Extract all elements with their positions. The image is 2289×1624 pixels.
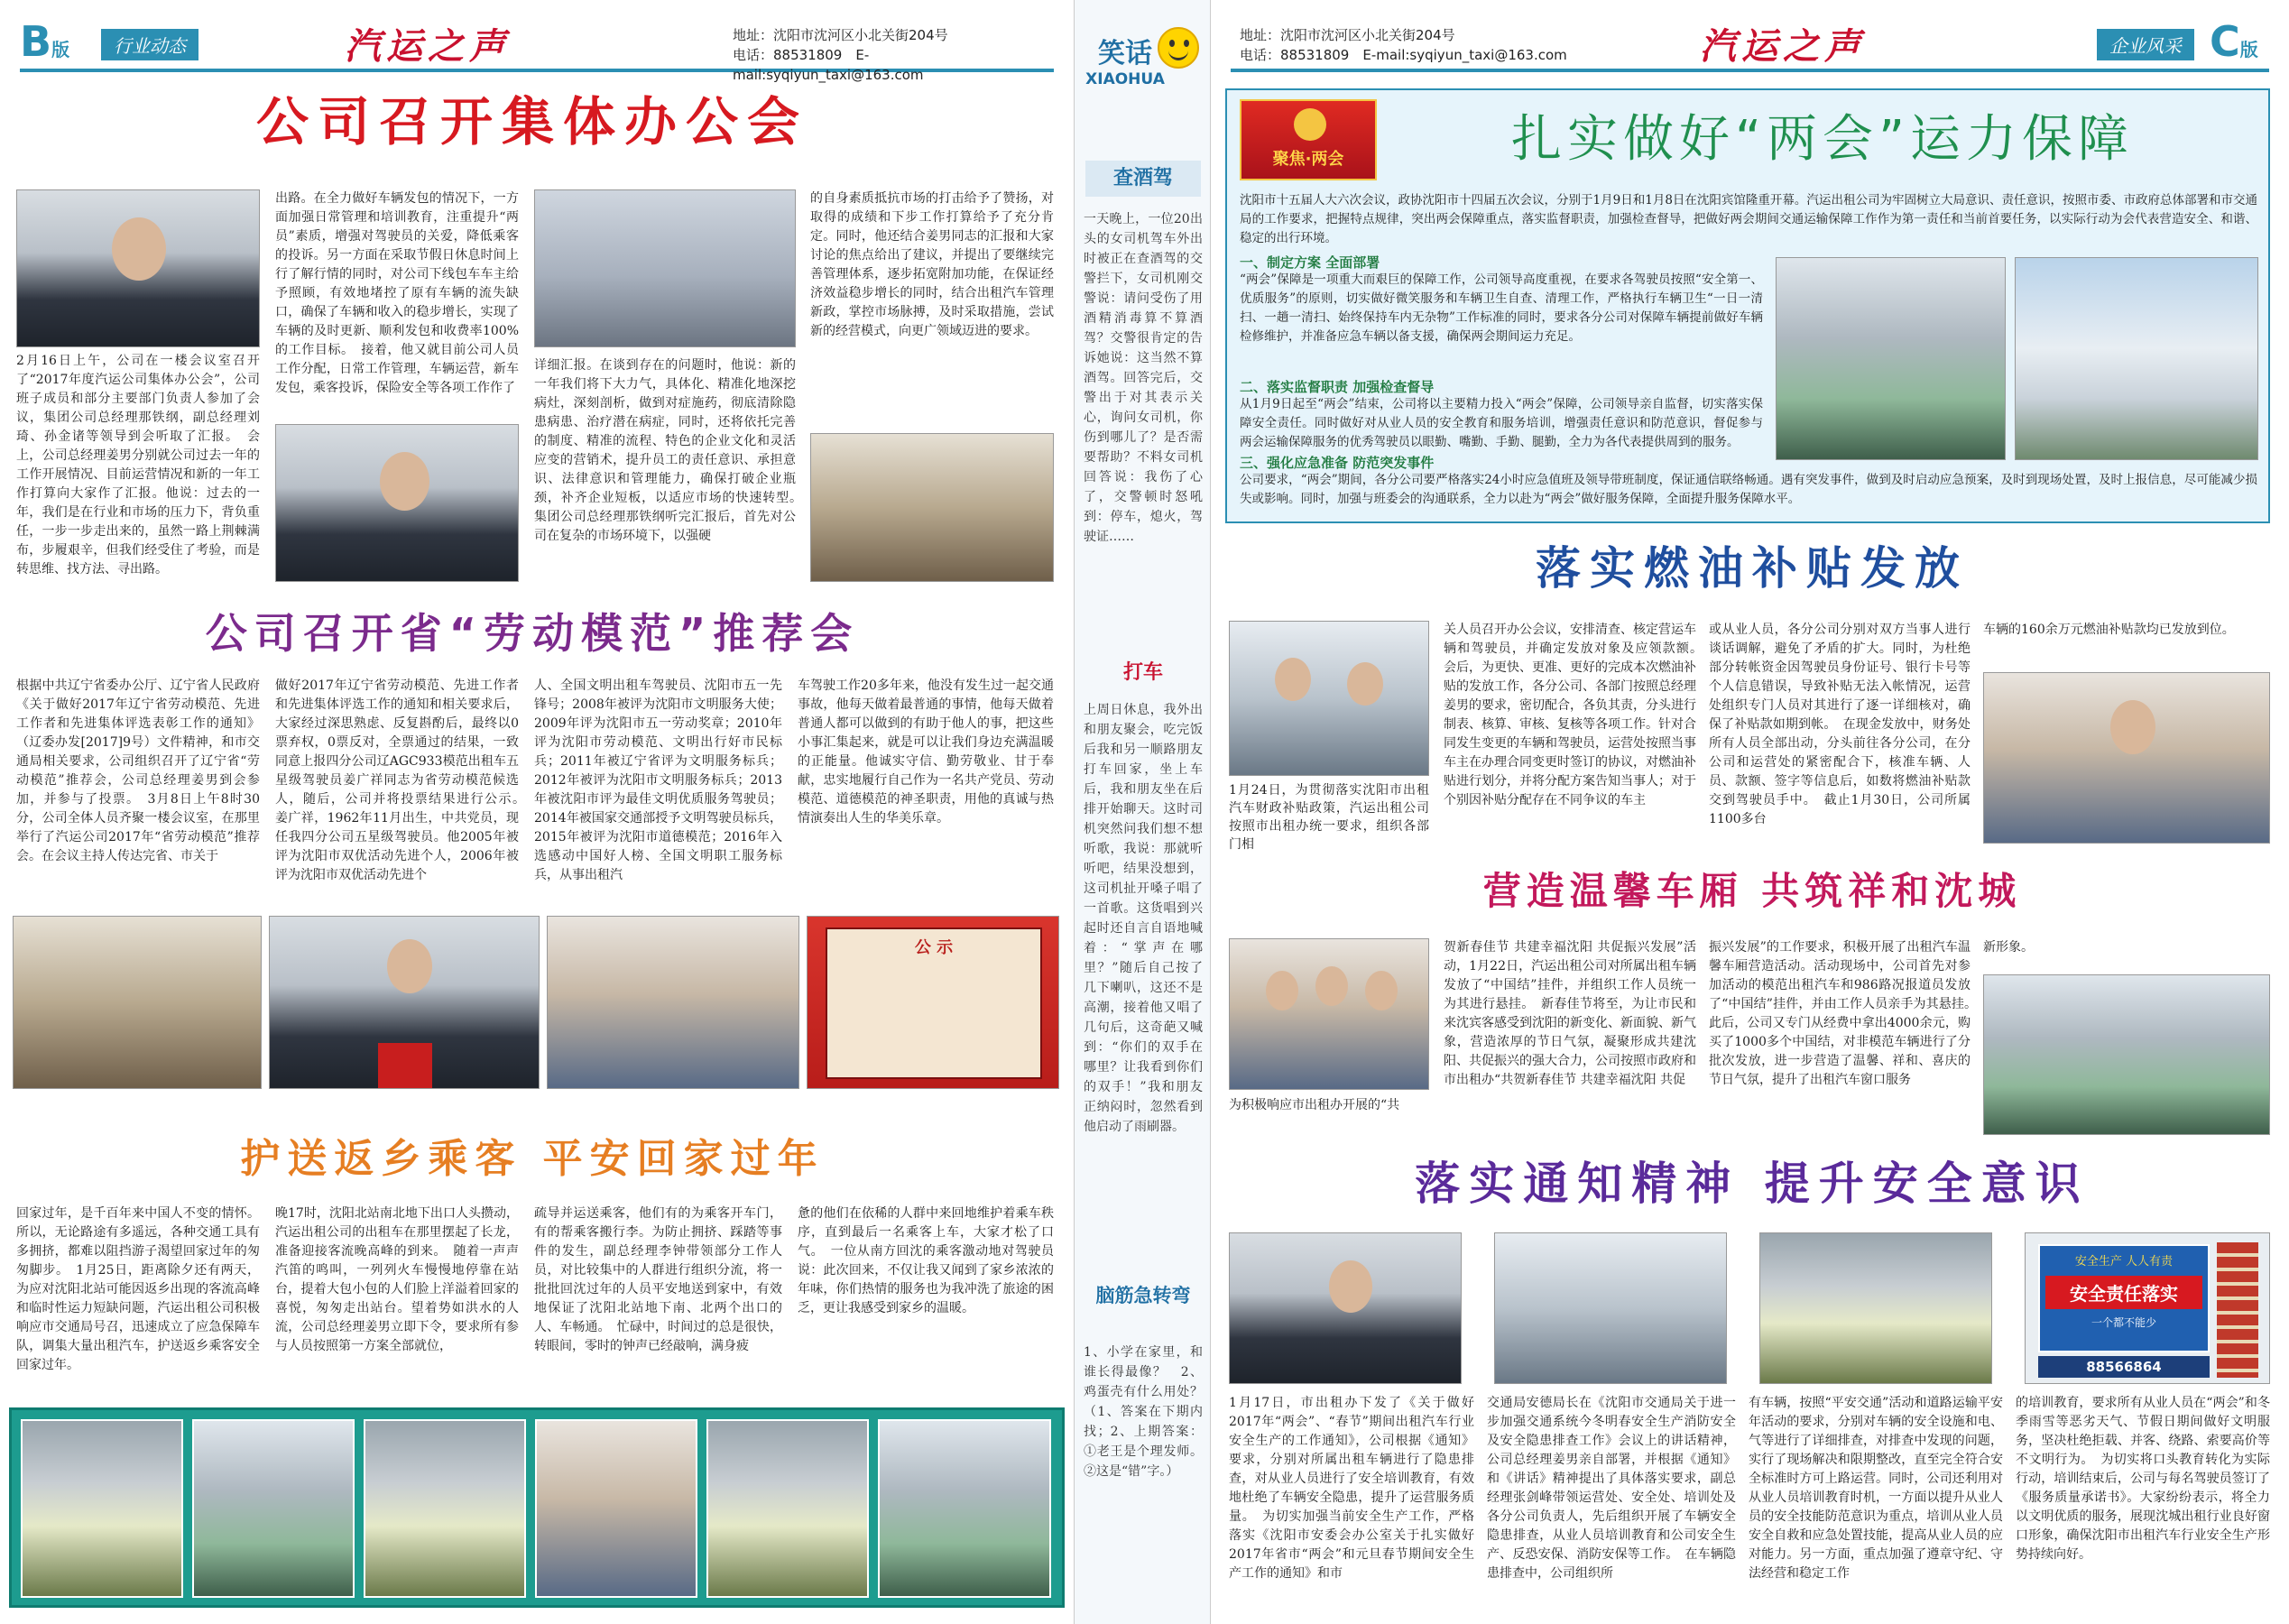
article1-photo-speaker — [275, 424, 519, 582]
section-tag-c: 企业风采 — [2097, 29, 2194, 60]
lianghui-photo-taxis — [1776, 257, 2006, 460]
strip-photo-5 — [706, 1419, 869, 1598]
warm-title: 营造温馨车厢 共筑祥和沈城 — [1482, 869, 2022, 913]
article1-col4: 的自身素质抵抗市场的打击给予了赞扬，对取得的成绩和下步工作打算给予了充分肯定。同时，他还结合姜男同志的汇报和大家讨论的焦点给出了建议，并提出了要继续完善管理体系，逐步拓宽附加功能，在保证经济效益稳步增长的同时，结合出租汽车管理新政，掌控市场脉搏，及时采取措施，尝试新的经营模式，向更广领域迈进的要求。 — [810, 191, 1054, 338]
fuel-title: 落实燃油补贴发放 — [1536, 542, 1969, 595]
lianghui-text2: 从1月9日起至“两会”结束，公司将以主要精力投入“两会”保障，公司领导亲自监督，切实落实保障安全责任。同时做好对从业人员的安全教育和服务培训，增强责任意识和防范意识，督促参与两会运输保障服务的优秀驾驶员以眼勤、嘴勤、手勤、腿勤，全力为各代表提供周到的服务。 — [1240, 397, 1763, 449]
page-c — [1211, 0, 2289, 1624]
address-line: 地址：沈阳市沈河区小北关街204号 — [1240, 27, 1455, 43]
lianghui-text3: 公司要求，“两会”期间，各分公司要严格落实24小时应急值班及领导带班制度，保证通信联络畅通。遇有突发事件，做到及时启动应急预案，及时到现场处置，及时上报信息，尽可能减少损失或影响。同时，加强与班委会的沟通联系，全力以赴为“两会”做好服务保障，全面提升服务保障水平。 — [1240, 473, 2257, 506]
article3-col1: 回家过年，是千百年来中国人不变的情怀。所以，无论路途有多遥远，各种交通工具有多拥挤，都难以阻挡游子渴望回家过年的匆匆脚步。 1月25日，距离除夕还有两天，为应对沈阳北站可能因返乡出现的客流高峰和临时性运力短缺问题，汽运出租公司积极响应市交通局号召，迅速成立了应急保障车队，调集大量出租汽车，护送返乡乘客安全回家过年。 — [16, 1206, 260, 1372]
safety-photo-training — [1494, 1232, 1727, 1384]
page-letter-b: B版 — [20, 17, 70, 66]
article2-col3: 人、全国文明出租车驾驶员、沈阳市五一先锋号；2008年被评为沈阳市文明服务大使；2009年评为沈阳市五一劳动奖章；2010年评为沈阳市劳动模范、文明出行好市民标兵；2011年被辽宁省评为文明服务标兵；2012年被评为沈阳市文明服务标兵；2013年被沈阳市评为最佳文明优质服务驾驶员；2014年被国家交通部授予文明驾驶员标兵，2015年被评为沈阳市道德模范；2016年入选感动中国好人榜、全国文明职工服务标兵，从事出租汽 — [534, 678, 782, 882]
person-head-icon — [380, 452, 429, 511]
poster-line2: 安全责任落实 — [2045, 1276, 2202, 1309]
joke2-text: 上周日休息，我外出和朋友聚会，吃完饭后我和另一顺路朋友打车回家，坐上车后，我和朋友坐在后排开始聊天。这时司机突然问我们想不想听歌，我说：那就听听吧，结果没想到，这司机扯开嗓子唱了一首歌。这货唱到兴起时还自言自语地喊着：“掌声在哪里？”随后自己按了几下喇叭，这还不是高潮，接着他又唱了几句后，这奇葩又喊到：“你们的双手在哪里？让我看到你们的双手！”我和朋友正纳闷时，忽然看到他启动了雨刷器。 — [1084, 703, 1203, 1134]
article2-col1: 根据中共辽宁省委办公厅、辽宁省人民政府《关于做好2017年辽宁省劳动模范、先进工作者和先进集体评选表彰工作的通知》（辽委办发[2017]9号）文件精神，和市交通局相关要求，公司组织召开了辽宁省“劳动模范”推荐会，公司总经理姜男到会参加，并参与了投票。 3月8日上午8时30分，公司全体人员齐聚一楼会议室，在那里举行了汽运公司2017年“省劳动模范”推荐会。在会议主持人传达完省、市关于 — [16, 678, 260, 863]
ballot-box-icon — [378, 1043, 432, 1088]
warm-col2: 振兴发展”的工作要求，积极开展了出租汽车温馨车厢营造活动。活动现场中，公司首先对参加活动的模范出租汽车和986路况报道员发放了“中国结”挂件，并由工作人员亲手为其悬挂。 此后，公司又专门从经费中拿出4000余元，购买了1000多个中国结，对非模范车辆进行了分批次发放，进一步营造了温馨、祥和、喜庆的节日气氛，提升了出租汽车窗口服务 — [1709, 940, 1983, 1087]
fuel-col1: 关人员召开办公会议，安排清查、核定营运车辆和驾驶员，并确定发放对象及应领款额。 会后，为更快、更准、更好的完成本次燃油补贴的发放工作，各分公司、各部门按照总经理姜男的要求，密切配合，各负其责，分头进行制表、核算、审核、复核等各项工作。针对合同发生变更的车辆和驾驶员，运营处按照当事车主在办理合同变更时签订的协议，对燃油补贴进行划分，并将分配方案告知当事人；对于个别因补贴分配存在不同争议的车主 — [1444, 623, 1709, 807]
brick-stack-icon — [2217, 1242, 2258, 1378]
poster-line1: 安全生产 人人有责 — [2074, 1255, 2174, 1269]
article1-photo-discussion — [810, 433, 1054, 582]
joke1-text: 一天晚上，一位20出头的女司机驾车外出时被正在查酒驾的交警拦下，女司机刚交警说：请问受伤了用酒精消毒算不算酒驾？交警很肯定的告诉她说：这当然不算酒驾。回答完后，交警出于对其表示关心，询问女司机，你伤到哪儿了？是否需要帮助？不料女司机回答说：我伤了心了，交警顿时怒吼到：停车，熄火，驾驶证…… — [1084, 212, 1203, 544]
lianghui-box — [1225, 88, 2270, 523]
lianghui-sub3: 三、强化应急准备 防范突发事件 — [1240, 455, 1435, 471]
lianghui-sub2: 二、落实监督职责 加强检查督导 — [1240, 379, 1435, 395]
safety-col4: 的培训教育，要求所有从业人员在“两会”和冬季雨雪等恶劣天气、节假日期间做好文明服务，坚决杜绝拒载、并客、绕路、索要高价等不文明行为。 为切实将口头教育转化为实际行动，培训结束后，公司与每名驾驶员签订了《服务质量承诺书》。大家纷纷表示，将全力以文明优质的服务，展现沈城出租行业良好窗口形象，确保沈阳市出租汽车行业安全生产形势持续向好。 — [2016, 1396, 2270, 1562]
article1-col2: 出路。在全力做好车辆发包的情况下，一方面加强日常管理和培训教育，注重提升“两员”素质，增强对驾驶员的关爱，降低乘客的投诉。另一方面在采取节假日休息时间上行了解行情的同时，对公司下线包车车主给予照顾，有效地堵控了原有车辆的流失缺口，确保了车辆和收入的稳步增长，实现了车辆的及时更新、顺利发包和收费率100%的工作目标。 接着，他又就目前公司人员工作分配，日常工作管理，车辆运营，新车发包，乘客投诉，保险安全等各项工作作了 — [275, 191, 519, 395]
notice-board — [826, 927, 1042, 1079]
safety-photo-speaker — [1229, 1232, 1462, 1384]
fuel-caption: 1月24日，为贯彻落实沈阳市出租汽车财政补贴政策，汽运出租公司按照市出租办统一要求，组织各部门相 — [1229, 783, 1429, 852]
person-head-icon — [2110, 700, 2155, 754]
warm-photo-car — [1983, 974, 2270, 1135]
warm-col1: 贺新春佳节 共建幸福沈阳 共促振兴发展”活动，1月22日，汽运出租公司对所属出租车辆发放了“中国结”挂件，并组织工作人员统一为其进行悬挂。 新春佳节将至，为让市民和来沈宾客感受到沈阳的新变化、新面貌、新气象，营造浓厚的节日气氛，凝聚形成共建沈阳、共促振兴的强大合力，公司按照市政府和市出租办“共贺新春佳节 共建幸福沈阳 共促 — [1444, 940, 1696, 1087]
article1-col1: 2月16日上午，公司在一楼会议室召开了“2017年度汽运公司集体办公会”，公司班子成员和部分主要部门负责人参加了会议，集团公司总经理那铁纲，副总经理刘琦、孙金诸等领导到会听取了汇报。 会上，公司总经理姜男分别就公司过去一年的工作开展情况、目前运营情况和新的一年工作打算向大家作了汇报。他说：过去的一年，我们是在行业和市场的压力下，背负重任，一步一步走出来的，虽然一路上荆棘满布，步履艰辛，但我们经受住了考验，而是转思维、找方法、寻出路。 — [16, 354, 260, 577]
lianghui-badge-label: 聚焦·两会 — [1272, 150, 1344, 169]
person-head-icon — [112, 217, 166, 281]
lianghui-text1: “两会”保障是一项重大而艰巨的保障工作，公司领导高度重视，在要求各驾驶员按照“安全第一、优质服务”的原则，切实做好微笑服务和车辆卫生自查、清理工作，严格执行车辆卫生“一日一清扫、一趟一清扫、始终保持车内无杂物”工作标准的同时，要求各分公司对保障车辆提前做好车辆检修维护，并准备应急车辆以备支援，确保两会期间运力充足。 — [1240, 272, 1763, 344]
address-line: 地址：沈阳市沈河区小北关街204号 — [733, 27, 948, 43]
article1-photo-meeting-room — [534, 189, 796, 347]
strip-photo-2 — [192, 1419, 355, 1598]
lianghui-photo-building — [2015, 257, 2258, 460]
paper-name-c: 汽运之声 — [1700, 25, 1866, 68]
emblem-icon — [1294, 108, 1326, 141]
safety-photo-poster — [2025, 1232, 2270, 1384]
warm-photo-group — [1229, 938, 1429, 1090]
article2-photo-voting — [547, 916, 799, 1089]
poster-phone: 88566864 — [2038, 1356, 2210, 1378]
riddle-title: 脑筋急转弯 — [1095, 1285, 1191, 1306]
safety-photo-inspection — [1759, 1232, 1992, 1384]
lianghui-intro: 沈阳市十五届人大六次会议，政协沈阳市十四届五次会议，分别于1月9日和1月8日在沈阳宾馆隆重开幕。汽运出租公司为牢固树立大局意识、责任意识，按照市委、市政府总体部署和市交通局的工作要求，把握特点规律，突出两会保障重点，落实监督职责，加强检查督导，把做好两会期间交通运输保障工作作为第一责任和当前首要任务，以实际行动为会代表营造安全、和谐、稳定的出行环境。 — [1240, 193, 2257, 245]
fuel-photo-driver — [1983, 672, 2270, 844]
article3-col3: 疏导并运送乘客，他们有的为乘客开车门，有的帮乘客搬行李。为防止拥挤、踩踏等事件的发生，副总经理李钟带领部分工作人员，对比较集中的人群进行组织分流，将一批批回沈过年的人员平安地送到家中，有效地保证了沈阳北站地下南、北两个出口的人、车畅通。 忙碌中，时间过的总是很快，转眼间，零时的钟声已经敲响，满身疲 — [534, 1206, 782, 1353]
lianghui-title: 扎实做好“两会”运力保障 — [1510, 110, 2135, 169]
article3-col2: 晚17时，沈阳北站南北地下出口人头攒动，汽运出租公司的出租车在那里摆起了长龙，准备迎接客流晚高峰的到来。 随着一声声汽笛的鸣叫，一列列火车慢慢地停靠在站台，提着大包小包的人们脸上洋溢着回家的喜悦，匆匆走出站台。望着势如洪水的人流，公司总经理姜男立即下令，要求所有参与人员按照第一方案全部就位， — [275, 1206, 519, 1353]
joke-column — [1074, 0, 1211, 1624]
fuel-photo — [1229, 621, 1429, 776]
strip-photo-3 — [364, 1419, 526, 1598]
article1-col3: 详细汇报。在谈到存在的问题时，他说：新的一年我们将下大力气，具体化、精准化地深挖病灶，深刻剖析，做到对症施药，彻底清除隐患病患、治疗潜在病症，同时，还将依托完善的制度、精准的流程、特色的企业文化和灵活应变的营销术，提升员工的责任意识、承担意识、法律意识和管理能力，确保打破企业瓶颈，补齐企业短板，以适应市场的快速转型。 集团公司总经理那铁纲听完汇报后，首先对公司在复杂的市场环境下，以强硬 — [534, 358, 808, 543]
safety-poster — [2038, 1244, 2210, 1352]
article3-col4: 惫的他们在依稀的人群中来回地维护着乘车秩序，直到最后一名乘客上车，大家才松了口气。 一位从南方回沈的乘客激动地对驾驶员说：此次回来，不仅让我又闻到了家乡浓浓的年味，你们热情的服务也为我冲洗了旅途的困乏，更让我感受到家乡的温暖。 — [798, 1206, 1054, 1315]
address-block-c — [1240, 25, 1567, 65]
joke1-title: 查酒驾 — [1085, 161, 1201, 197]
lianghui-badge — [1240, 99, 1377, 180]
article1-photo-portrait — [16, 189, 260, 347]
article2-photo-notice — [807, 916, 1059, 1089]
paper-name-b: 汽运之声 — [345, 25, 511, 68]
article2-title: 公司召开省“劳动模范”推荐会 — [205, 609, 860, 658]
person-head-icon — [1347, 662, 1383, 706]
poster-line3: 一个都不能少 — [2091, 1316, 2156, 1329]
article2-photo-hall — [13, 916, 262, 1089]
article2-col4: 车驾驶工作20多年来，他没有发生过一起交通事故，他每天做着最普通的事情，他每天做着普通人都可以做到的有助于他人的事，把这些小事汇集起来，就是可以让我们身边充满温暖的正能量。他诚实守信、勤劳敬业、甘于奉献，忠实地履行自己作为一名共产党员、劳动模范、道德模范的神圣职责，用他的真诚与热情演奏出人生的华美乐章。 — [798, 678, 1054, 826]
strip-photo-4 — [535, 1419, 697, 1598]
safety-col3: 有车辆，按照“平安交通”活动和道路运输平安年活动的要求，分别对车辆的安全设施和电、气等进行了详细排查，对排查中发现的问题，实行了现场解决和限期整改，直至完全符合安全标准时方可上路运营。同时，公司还利用对从业人员培训教育时机，一方面以提升从业人员的安全技能防范意识为重点，培训从业人员安全自救和应急处置技能，提高从业人员的应对能力。另一方面，重点加强了遵章守纪、守法经营和稳定工作 — [1749, 1396, 2003, 1581]
joke-column-pinyin: XIAOHUA — [1085, 70, 1165, 88]
fuel-col2: 或从业人员，各分公司分别对双方当事人进行谈话调解，避免了矛盾的扩大。同时，为杜绝部分转帐资金因驾驶员身份证号、银行卡号等个人信息错误，导致补贴无法入帐情况，运营处组织专门人员对其进行了逐一详细核对，确保了补贴款如期到帐。 在现金发放中，财务处所有人员全部出动，分头前往各分公司，在分公司和运营处的紧密配合下，核准车辆、人员、款额、签字等信息后，如数将燃油补贴款交到驾驶员手中。 截止1月30日，公司所属1100多台 — [1709, 623, 1971, 826]
strip-photo-6 — [878, 1419, 1051, 1598]
riddle-text: 1、小学在家里，和谁长得最像？ 2、鸡蛋壳有什么用处？（1、答案在下期内找；2、上期答案：①老王是个理发师。②这是“错”字。） — [1084, 1345, 1203, 1479]
fuel-col3: 车辆的160余万元燃油补贴款均已发放到位。 — [1983, 623, 2235, 637]
page-b — [0, 0, 1074, 1624]
person-head-icon — [1275, 658, 1311, 701]
person-head-icon — [1365, 971, 1398, 1010]
contact-line: 电话：88531809 E-mail:syqiyun_taxi@163.com — [1240, 47, 1567, 63]
person-head-icon — [1329, 1260, 1372, 1313]
article3-title: 护送返乡乘客 平安回家过年 — [240, 1136, 825, 1182]
safety-title: 落实通知精神 提升安全意识 — [1415, 1158, 2090, 1210]
strip-photo-1 — [21, 1419, 183, 1598]
safety-col2: 交通局安德局长在《沈阳市交通局关于进一步加强交通系统今冬明春安全生产消防安全及安全隐患排查工作》会议上的讲话精神，公司总经理姜男亲自部署，并根据《通知》和《讲话》精神提出了具体落实要求，副总经理张剑峰带领运营处、安全处、培训处及各分公司负责人，先后组织开展了车辆安全隐患排查，从业人员培训教育和公司安全生产、反恐安保、消防安保等工作。 在车辆隐患排查中，公司组织所 — [1487, 1396, 1736, 1581]
address-block-b — [733, 25, 1054, 85]
warm-col3: 新形象。 — [1983, 940, 2034, 955]
warm-caption: 为积极响应市出租办开展的“共 — [1229, 1098, 1400, 1112]
safety-col1: 1月17日，市出租办下发了《关于做好2017年“两会”、“春节”期间出租汽车行业安全生产的工作通知》，公司根据《通知》要求，分别对所属出租车辆进行了隐患排查，对从业人员进行了安全培训教育，有效地杜绝了车辆安全隐患，提升了运营服务质量。 为切实加强当前安全生产工作，严格落实《沈阳市安委会办公室关于扎实做好2017年省市“两会”和元旦春节期间安全生产工作的通知》和市 — [1229, 1396, 1474, 1581]
joke2-title: 打车 — [1122, 661, 1163, 684]
article2-col2: 做好2017年辽宁省劳动模范、先进工作者和先进集体评选工作的通知和相关要求后，大家经过深思熟虑、反复斟酌后，最终以0票弃权，0票反对，全票通过的结果，一致同意上报四分公司辽AGC933模范出租车五星级驾驶员姜广祥同志为省劳动模范候选人，随后，公司并将投票结果进行公示。 姜广祥，1962年11月出生，中共党员，现任我四分公司五星级驾驶员。他2005年被评为沈阳市双优活动先进个人，2006年被评为沈阳市双优活动先进个 — [275, 678, 531, 882]
person-head-icon — [1266, 971, 1298, 1010]
article3-photo-strip — [9, 1407, 1065, 1608]
person-head-icon — [387, 939, 432, 993]
article1-title: 公司召开集体办公会 — [255, 91, 808, 152]
section-tag-b: 行业动态 — [101, 29, 198, 60]
joke-column-title: 笑话 — [1098, 38, 1152, 69]
masthead-c — [1231, 16, 2269, 72]
masthead-b — [20, 16, 1054, 83]
lianghui-sub1: 一、制定方案 全面部署 — [1240, 254, 1380, 271]
notice-title: 公 示 — [914, 938, 954, 957]
person-head-icon — [1315, 966, 1348, 1006]
article2-photo-ballot — [269, 916, 540, 1089]
page-letter-c: C版 — [2210, 17, 2258, 66]
contact-line: 电话：88531809 E-mail:syqiyun_taxi@163.com — [733, 47, 924, 83]
smiley-icon — [1158, 27, 1199, 69]
